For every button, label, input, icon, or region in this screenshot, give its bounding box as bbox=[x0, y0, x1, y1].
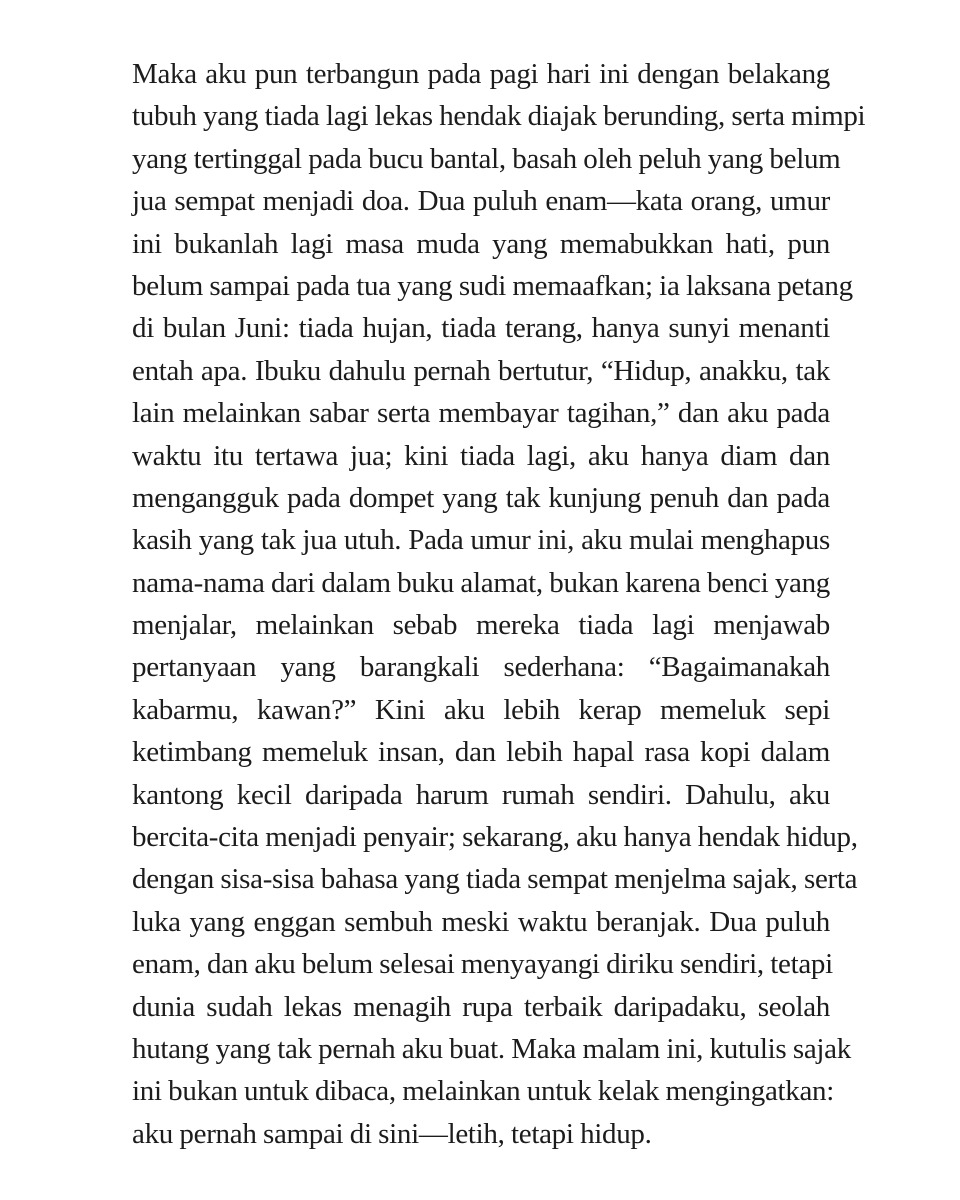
text-line: bercita-cita menjadi penyair; sekarang, aku hanya hendak hidup, bbox=[132, 821, 858, 854]
text-line: dunia sudah lekas menagih rupa terbaik daripadaku, seolah bbox=[132, 990, 830, 1023]
text-line: dengan sisa-sisa bahasa yang tiada sempat menjelma sajak, serta bbox=[132, 863, 858, 896]
text-line: ketimbang memeluk insan, dan lebih hapal rasa kopi dalam bbox=[132, 736, 830, 769]
text-line: hutang yang tak pernah aku buat. Maka malam ini, kutulis sajak bbox=[132, 1032, 851, 1065]
text-line: nama-nama dari dalam buku alamat, bukan karena benci yang bbox=[132, 566, 830, 599]
text-line: kabarmu, kawan?” Kini aku lebih kerap memeluk sepi bbox=[132, 693, 830, 726]
text-line: kantong kecil daripada harum rumah sendiri. Dahulu, aku bbox=[132, 778, 830, 811]
body-paragraph bbox=[132, 53, 866, 1155]
text-line: ini bukanlah lagi masa muda yang memabukkan hati, pun bbox=[132, 227, 830, 260]
text-line: waktu itu tertawa jua; kini tiada lagi, aku hanya diam dan bbox=[132, 439, 830, 472]
text-line: luka yang enggan sembuh meski waktu beranjak. Dua puluh bbox=[132, 905, 830, 938]
text-line: aku pernah sampai di sini—letih, tetapi hidup. bbox=[132, 1117, 652, 1150]
text-line: Maka aku pun terbangun pada pagi hari ini dengan belakang bbox=[132, 58, 830, 90]
text-line: yang tertinggal pada bucu bantal, basah oleh peluh yang belum bbox=[132, 142, 841, 175]
text-line: jua sempat menjadi doa. Dua puluh enam—kata orang, umur bbox=[132, 185, 830, 218]
text-line: lain melainkan sabar serta membayar tagihan,” dan aku pada bbox=[132, 397, 830, 430]
text-line: entah apa. Ibuku dahulu pernah bertutur, “Hidup, anakku, tak bbox=[132, 354, 830, 387]
text-line: ini bukan untuk dibaca, melainkan untuk kelak mengingatkan: bbox=[132, 1075, 835, 1108]
text-line: di bulan Juni: tiada hujan, tiada terang, hanya sunyi menanti bbox=[132, 312, 830, 345]
text-line: menjalar, melainkan sebab mereka tiada lagi menjawab bbox=[132, 609, 830, 642]
text-line: tubuh yang tiada lagi lekas hendak diajak berunding, serta mimpi bbox=[132, 100, 866, 133]
text-line: enam, dan aku belum selesai menyayangi diriku sendiri, tetapi bbox=[132, 948, 833, 981]
text-line: mengangguk pada dompet yang tak kunjung penuh dan pada bbox=[132, 481, 830, 514]
text-line: kasih yang tak jua utuh. Pada umur ini, aku mulai menghapus bbox=[132, 524, 830, 557]
text-line: belum sampai pada tua yang sudi memaafkan; ia laksana petang bbox=[132, 269, 853, 302]
text-line: pertanyaan yang barangkali sederhana: “Bagaimanakah bbox=[132, 651, 830, 684]
